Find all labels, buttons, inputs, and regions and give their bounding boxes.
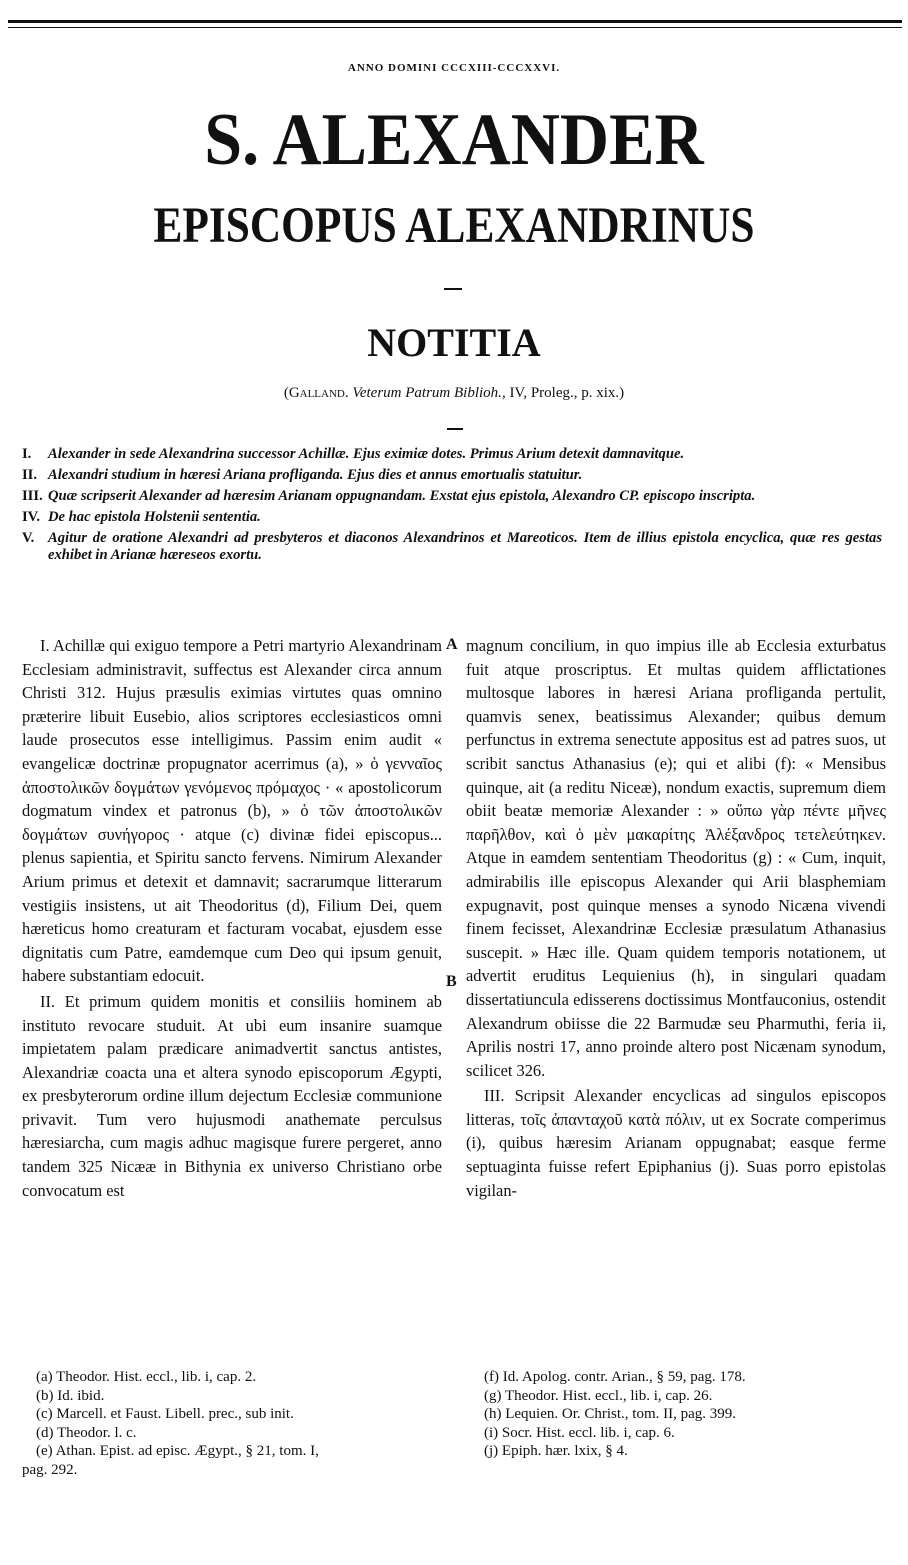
footnote: (g) Theodor. Hist. eccl., lib. i, cap. 26. [484, 1387, 713, 1404]
paragraph-3: III. Scripsit Alexander encyclicas ad singulos episcopos litteras, τοῖς ἀπανταχοῦ κατὰ πόλιν, ut ex Socrate comperimus (i), quibus hæresim Arianam oppugnabat; easque ferme septuaginta fuisse refert Epiphanius (j). Suas porro epistolas vigilan- [466, 1086, 886, 1200]
footnote: (a) Theodor. Hist. eccl., lib. i, cap. 2. [36, 1369, 257, 1385]
summary-number: V. [22, 530, 35, 546]
summary-list [22, 446, 882, 568]
paragraph-2: II. Et primum quidem monitis et consiliis hominem ab instituto revocare studuit. At ubi eum insanire suamque impietatem palam prædicare animadvertit sanctus antistes, Alexandriæ coacta una et altera synodo episcoporum Ægypti, ex presbyterorum ordine illum dejectum Ecclesiæ communione privavit. Tum vero hujusmodi anathemate perculsus hæresiarcha, cum magis adhuc magisque furere pergeret, anno tandem 325 Nicææ in Bithynia ex universo Christiano orbe convocatum est [22, 991, 442, 1200]
paragraph-continued: magnum concilium, in quo impius ille ab Ecclesia exturbatus fuit atque proscriptus. Et multas quidem afflictationes multosque labores in hæresi Ariana profliganda pertulit, quamvis senex, beatissimus Alexander; quibus demum perfunctus in extrema senectute appositus est ad patres suos, ut scribit sanctus Athanasius (e); qui et alibi (f): « Mensibus quinque, ait (a reditu Niceæ), nondum exactis, supremum diem obiit beatæ memoriæ Alexander : » οὔπω γὰρ πέντε μῆνες παρῆλθον, καὶ ὁ μὲν μακαρίτης Ἀλέξανδρος τετελεύτηκεν. Atque in eamdem sententiam Theodoritus (g) : « Cum, inquit, admirabilis ille episcopus Alexander qui Arii blasphemiam expugnavit, post quinque menses a synodo Nicæna vivendi finem fecisset, Alexandrinæ Ecclesiæ præsulatum Athanasius suscepit. » Hæc ille. Quam quidem temporis notationem, ut advertit eruditus Lequienius (h), in singulari quadam dissertatiuncula edisserens doctissimus Montfauconius, ostendit Alexandrum obiisse die 22 Barmudæ seu Pharmuthi, feria ii, Aprilis nostri 17, anno proinde altero post Nicænam synodum, scilicet 326. [466, 636, 886, 1080]
footnote: (i) Socr. Hist. eccl. lib. i, cap. 6. [484, 1424, 675, 1441]
summary-text: Agitur de oratione Alexandri ad presbyteros et diaconos Alexandrinos et Mareoticos. Item de illius epistola encyclica, quæ res gestas exhibet in Arianæ hæreseos exortu. [48, 530, 882, 563]
summary-item [22, 488, 882, 505]
summary-number: IV. [22, 509, 40, 525]
summary-number: II. [22, 467, 38, 483]
paragraph-1: I. Achillæ qui exiguo tempore a Petri martyrio Alexandrinam Ecclesiam administravit, suffectus est Alexander circa annum Christi 312. Hujus præsulis eximias virtutes quas omnino præterire libuit Eusebio, alios scriptores ecclesiasticos omni laude prosecutos esse intelligimus. Passim enim audit « evangelicæ doctrinæ propugnator acerrimus (a), » ὁ γενναῖος ἀποστολικῶν δογμάτων γενόμενος πρόμαχος · « apostolicorum dogmatum vindex et patronus (b), » ὁ τῶν ἀποστολικῶν δογμάτων συνήγορος · atque (c) divinæ fidei episcopus... plenus sapientia, et Spiritu sancto fervens. Nimirum Alexander Arium primus et detexit et damnavit; sacrarumque litterarum vestigiis insistens, ut ait Theodoritus (d), Filium Dei, quem hæreticus homo creaturam et facturam vocabat, ejusdem esse dignitatis cum Patre, eamdemque cum Deo qui ipsum genuit, habere substantiam edocuit. [22, 636, 442, 986]
summary-item [22, 509, 882, 526]
footnote-continued: pag. 292. [22, 1461, 78, 1478]
source-author: Galland. [288, 385, 349, 401]
footnote: (h) Lequien. Or. Christ., tom. II, pag. 399. [484, 1406, 737, 1422]
footnotes-right [484, 1368, 884, 1461]
page-subtitle: EPISCOPUS ALEXANDRINUS [153, 198, 755, 254]
top-rule [8, 20, 902, 28]
summary-item [22, 530, 882, 564]
footnote: (c) Marcell. et Faust. Libell. prec., sub init. [36, 1406, 294, 1422]
footnotes-left [22, 1368, 446, 1479]
page-title: S. ALEXANDER [204, 99, 704, 181]
source-open: ( [283, 385, 289, 401]
section-divider [447, 428, 463, 430]
footnote: (d) Theodor. l. c. [36, 1424, 137, 1441]
footnote: (e) Athan. Epist. ad episc. Ægypt., § 21, tom. I, [36, 1443, 319, 1459]
running-header: ANNO DOMINI CCCXIII-CCCXXVI. [347, 62, 561, 74]
summary-text: Alexandri studium in hæresi Ariana profliganda. Ejus dies et annus emortualis statuitur. [48, 467, 583, 483]
footnote: (f) Id. Apolog. contr. Arian., § 59, pag. 178. [484, 1369, 746, 1385]
source-work: Veterum Patrum Biblioh. [352, 385, 502, 401]
summary-text: De hac epistola Holstenii sententia. [48, 509, 261, 525]
summary-number: I. [22, 446, 32, 462]
margin-marker-b: B [446, 973, 457, 990]
summary-item [22, 467, 882, 484]
summary-number: III. [22, 488, 43, 504]
margin-marker-a: A [446, 636, 458, 653]
footnote: (b) Id. ibid. [36, 1387, 105, 1404]
section-title: NOTITIA [367, 320, 541, 365]
summary-text: Quæ scripserit Alexander ad hæresim Arianam oppugnandam. Exstat ejus epistola, Alexandro CP. episcopo inscripta. [48, 488, 756, 504]
source-reference [0, 385, 908, 402]
summary-item [22, 446, 882, 463]
title-divider [444, 288, 462, 290]
left-column [22, 634, 442, 1202]
summary-text: Alexander in sede Alexandrina successor Achillæ. Ejus eximiæ dotes. Primus Arium detexit damnavitque. [48, 446, 685, 462]
footnote: (j) Epiph. hær. lxix, § 4. [484, 1443, 628, 1459]
right-column [466, 634, 886, 1202]
source-rest: , IV, Proleg., p. xix.) [501, 385, 625, 401]
